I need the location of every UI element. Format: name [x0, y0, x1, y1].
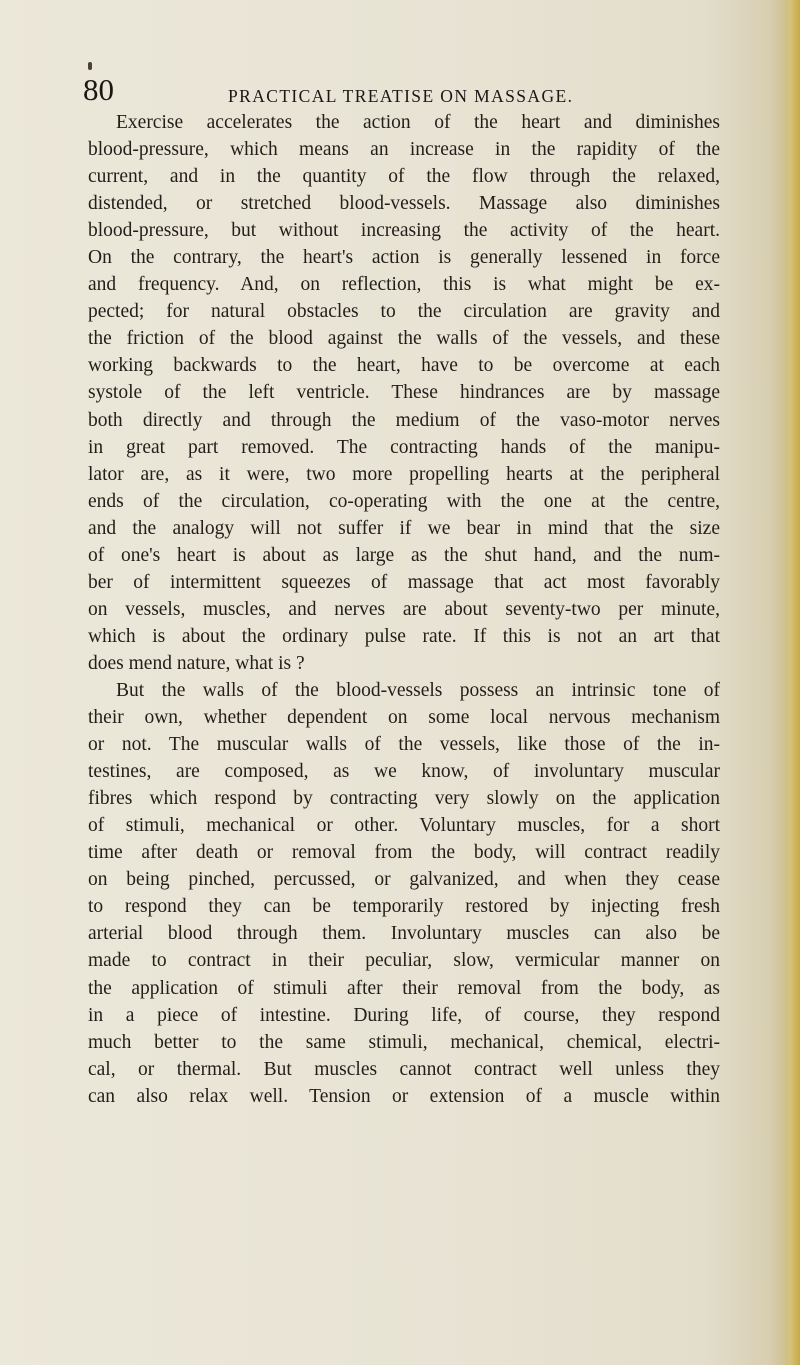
text-line: pected; for natural obstacles to the circulation are gravity and [88, 301, 720, 323]
page-header [83, 66, 723, 106]
text-line: their own, whether dependent on some local nervous mechanism [88, 707, 720, 729]
text-line: blood-pressure, which means an increase in the rapidity of the [88, 139, 720, 161]
text-line: both directly and through the medium of the vaso-motor nerves [88, 409, 720, 431]
paragraph [88, 109, 720, 677]
text-line: cal, or thermal. But muscles cannot contract well unless they [88, 1058, 720, 1080]
text-line: systole of the left ventricle. These hindrances are by massage [88, 382, 720, 404]
text-line: on vessels, muscles, and nerves are about seventy-two per minute, [88, 598, 720, 620]
running-head: PRACTICAL TREATISE ON MASSAGE. [228, 86, 574, 106]
text-line: the friction of the blood against the walls of the vessels, and these [88, 328, 720, 350]
text-line: working backwards to the heart, have to be overcome at each [88, 355, 720, 377]
text-line: On the contrary, the heart's action is generally lessened in force [88, 247, 720, 269]
text-line: much better to the same stimuli, mechanical, chemical, electri- [88, 1031, 720, 1053]
text-line: and frequency. And, on reflection, this is what might be ex- [88, 274, 720, 296]
text-line: on being pinched, percussed, or galvanized, and when they cease [88, 869, 720, 891]
text-line: of stimuli, mechanical or other. Voluntary muscles, for a short [88, 815, 720, 837]
page-edge-shadow [782, 0, 800, 1365]
text-line: fibres which respond by contracting very slowly on the application [88, 788, 720, 810]
text-line: of one's heart is about as large as the shut hand, and the num- [88, 544, 720, 566]
text-line: and the analogy will not suffer if we bear in mind that the size [88, 517, 720, 539]
text-line: current, and in the quantity of the flow through the relaxed, [88, 166, 720, 188]
text-line: ber of intermittent squeezes of massage that act most favorably [88, 571, 720, 593]
text-line: ends of the circulation, co-operating with the one at the centre, [88, 490, 720, 512]
text-line: in great part removed. The contracting hands of the manipu- [88, 436, 720, 458]
text-line: made to contract in their peculiar, slow, vermicular manner on [88, 950, 720, 972]
text-line: blood-pressure, but without increasing the activity of the heart. [88, 220, 720, 242]
text-line: lator are, as it were, two more propelling hearts at the peripheral [88, 463, 720, 485]
text-line: can also relax well. Tension or extension of a muscle within [88, 1085, 720, 1107]
text-line: distended, or stretched blood-vessels. Massage also diminishes [88, 193, 720, 215]
text-line: which is about the ordinary pulse rate. If this is not an art that [88, 625, 720, 647]
text-line: Exercise accelerates the action of the heart and diminishes [116, 112, 720, 133]
text-line: time after death or removal from the body, will contract readily [88, 842, 720, 864]
paragraph [88, 677, 720, 1110]
page-number: 80 [83, 72, 114, 107]
text-line: or not. The muscular walls of the vessels, like those of the in- [88, 734, 720, 756]
text-line: the application of stimuli after their removal from the body, as [88, 977, 720, 999]
text-line: to respond they can be temporarily restored by injecting fresh [88, 896, 720, 918]
text-line: in a piece of intestine. During life, of course, they respond [88, 1004, 720, 1026]
text-line: does mend nature, what is ? [88, 652, 305, 674]
body-text [88, 109, 720, 1110]
text-line: But the walls of the blood-vessels possess an intrinsic tone of [116, 679, 720, 701]
text-line: arterial blood through them. Involuntary muscles can also be [88, 923, 720, 945]
text-line: testines, are composed, as we know, of involuntary muscular [88, 761, 720, 783]
